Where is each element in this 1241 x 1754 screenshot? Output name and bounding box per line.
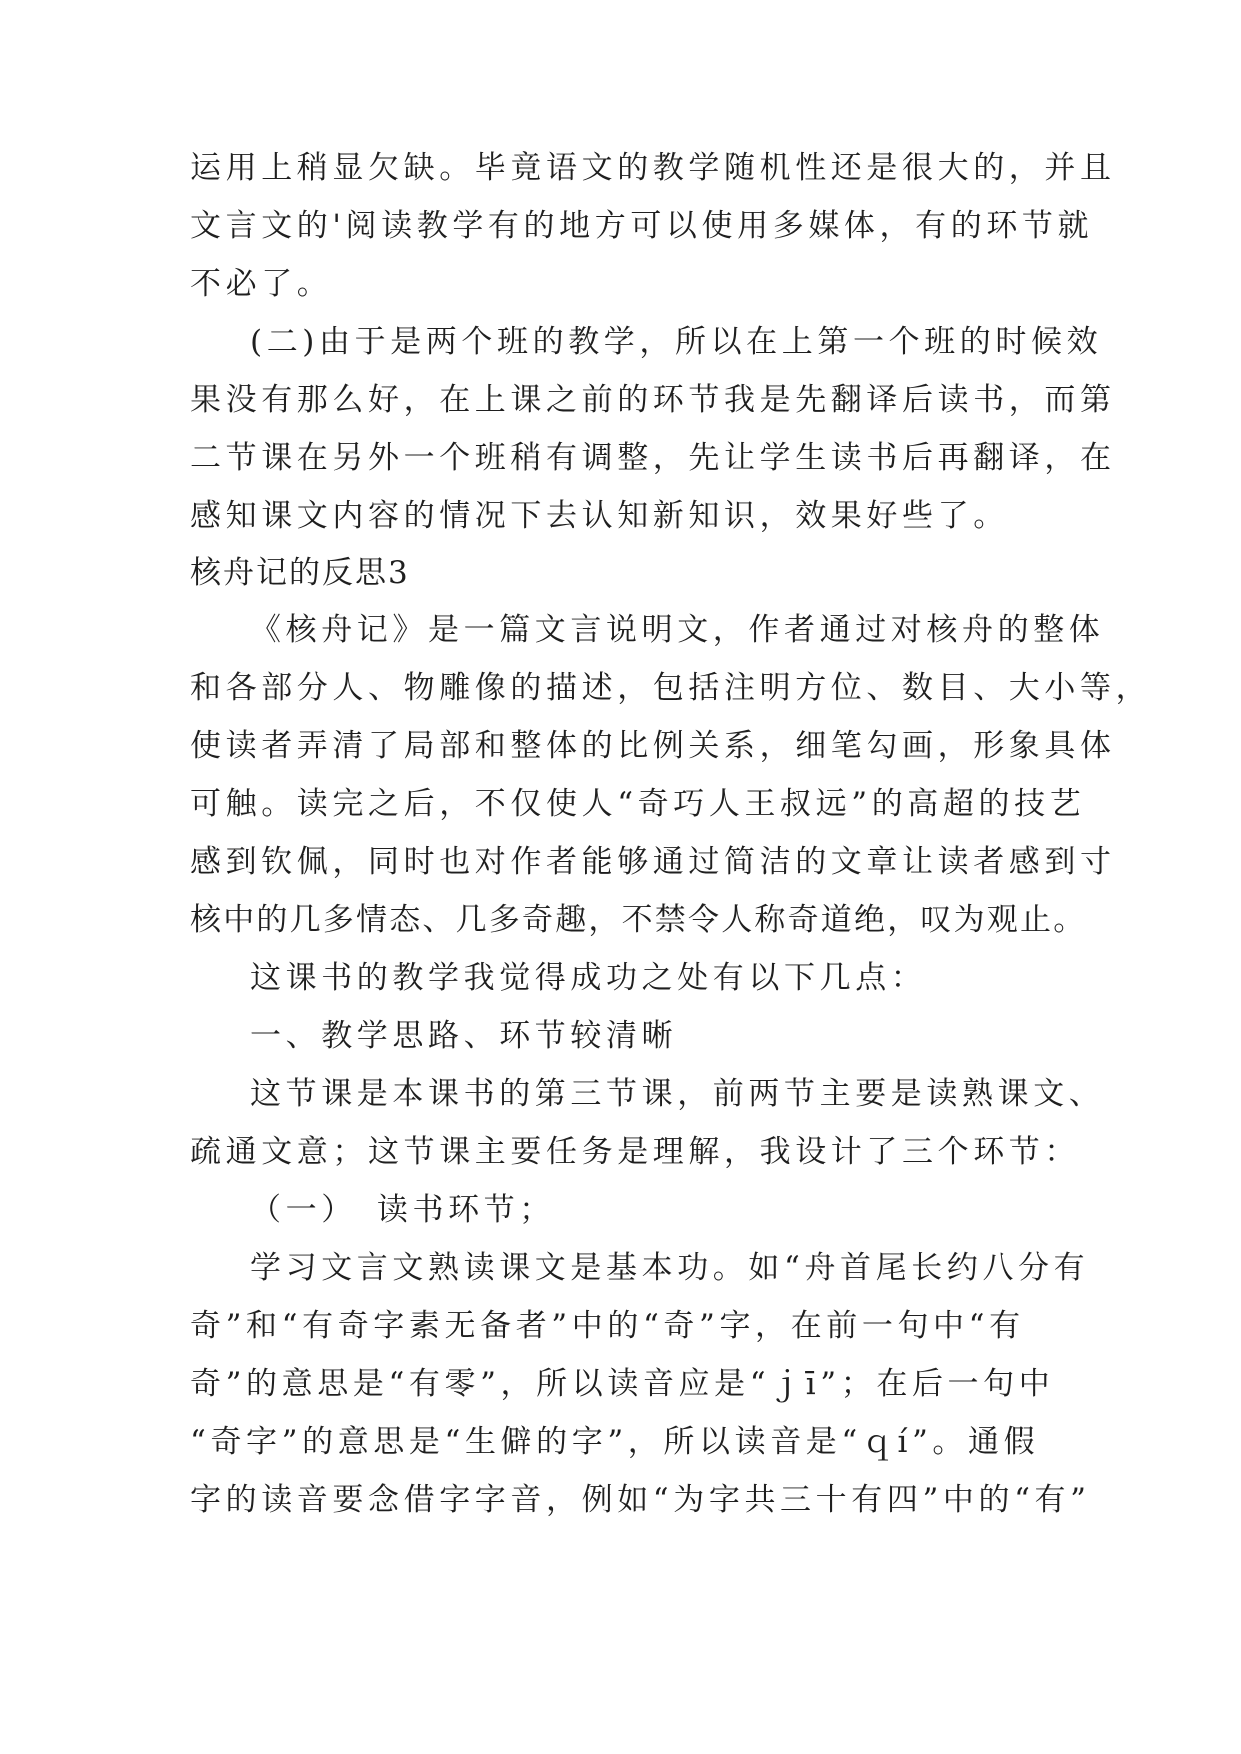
text-line: 果没有那么好，在上课之前的环节我是先翻译后读书，而第 xyxy=(190,382,1116,418)
text-line: 这节课是本课书的第三节课，前两节主要是读熟课文、 xyxy=(250,1076,1105,1112)
text-line: 文言文的'阅读教学有的地方可以使用多媒体，有的环节就 xyxy=(190,208,1094,244)
text-line: 核中的几多情态、几多奇趣，不禁令人称奇道绝，叹为观止。 xyxy=(190,902,1087,938)
text-line: 感知课文内容的情况下去认知新知识，效果好些了。 xyxy=(190,498,1009,534)
text-line: “奇字”的意思是“生僻的字”，所以读音是“ｑí”。通假 xyxy=(190,1424,1040,1460)
text-line: 一、教学思路、环节较清晰 xyxy=(250,1018,678,1054)
text-line: 使读者弄清了局部和整体的比例关系，细笔勾画，形象具体 xyxy=(190,728,1116,764)
text-line: 奇”的意思是“有零”，所以读音应是“ｊī”；在后一句中 xyxy=(190,1366,1055,1402)
text-line: 运用上稍显欠缺。毕竟语文的教学随机性还是很大的，并且 xyxy=(190,150,1116,186)
text-line: (二)由于是两个班的教学，所以在上第一个班的时候效 xyxy=(250,324,1103,360)
text-line: 学习文言文熟读课文是基本功。如“舟首尾长约八分有 xyxy=(250,1250,1090,1286)
text-line: 字的读音要念借字字音，例如“为字共三十有四”中的“有” xyxy=(190,1482,1091,1518)
text-line: 感到钦佩，同时也对作者能够通过简洁的文章让读者感到寸 xyxy=(190,844,1116,880)
text-line: 奇”和“有奇字素无备者”中的“奇”字，在前一句中“有 xyxy=(190,1308,1025,1344)
text-line: 和各部分人、物雕像的描述，包括注明方位、数目、大小等， xyxy=(190,670,1152,706)
section-heading: 核舟记的反思3 xyxy=(190,555,410,591)
text-line: 疏通文意；这节课主要任务是理解，我设计了三个环节： xyxy=(190,1134,1080,1170)
text-line: 可触。读完之后，不仅使人“奇巧人王叔远”的高超的技艺 xyxy=(190,786,1086,822)
text-line: 这课书的教学我觉得成功之处有以下几点： xyxy=(250,960,927,996)
text-line: 二节课在另外一个班稍有调整，先让学生读书后再翻译，在 xyxy=(190,440,1116,476)
text-line: 不必了。 xyxy=(190,266,333,302)
text-line: （一） 读书环节； xyxy=(250,1192,555,1228)
text-line: 《核舟记》是一篇文言说明文，作者通过对核舟的整体 xyxy=(250,612,1105,648)
